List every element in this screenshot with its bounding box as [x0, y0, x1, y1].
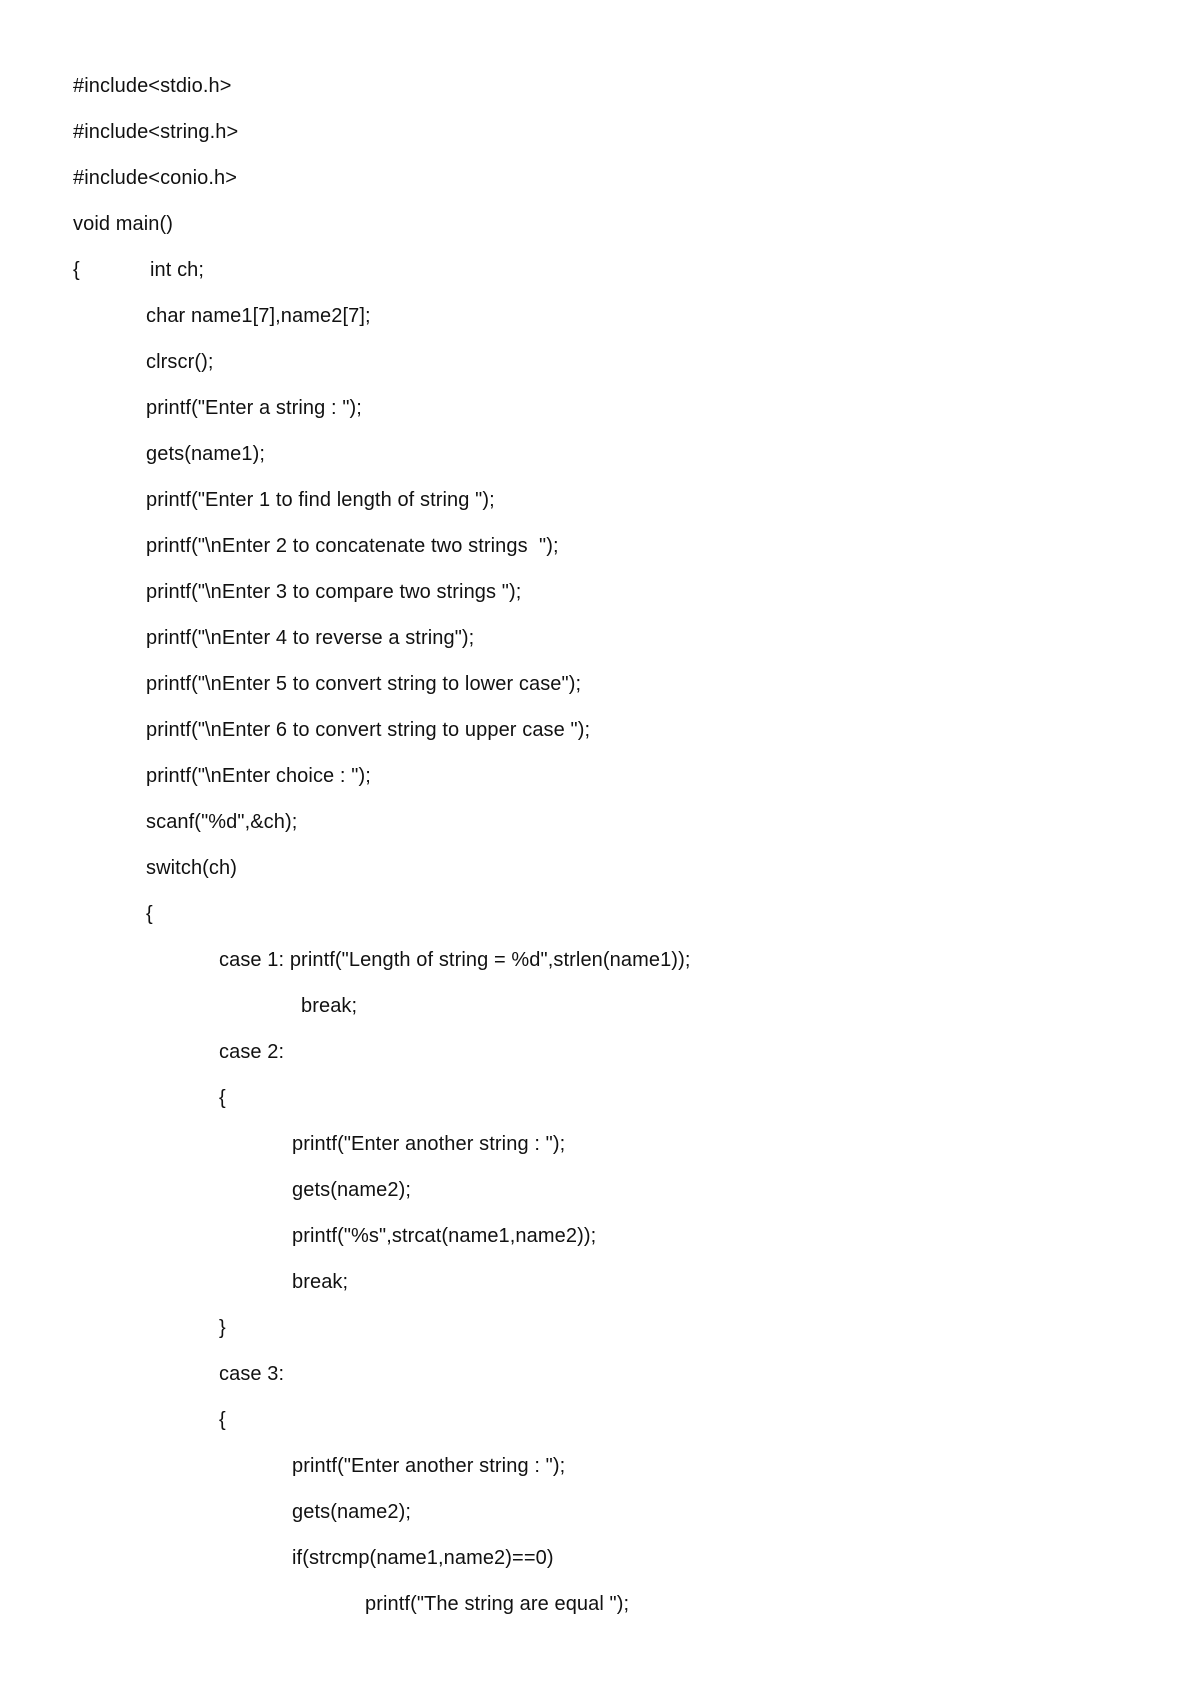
code-line: gets(name2);: [292, 1179, 412, 1201]
code-line: char name1[7],name2[7];: [146, 305, 371, 327]
code-line: break;: [292, 1271, 349, 1293]
code-line: printf("\nEnter 4 to reverse a string");: [146, 627, 475, 649]
code-line: case 3:: [219, 1363, 285, 1385]
code-line: printf("Enter a string : ");: [146, 397, 362, 419]
code-line: case 2:: [219, 1041, 285, 1063]
code-line: {: [146, 903, 153, 925]
code-line: int ch;: [150, 259, 205, 281]
code-line: clrscr();: [146, 351, 214, 373]
code-line: printf("\nEnter 6 to convert string to upper case ");: [146, 719, 591, 741]
code-line: void main(): [73, 213, 174, 235]
code-line: {: [219, 1087, 226, 1109]
code-line: printf("\nEnter choice : ");: [146, 765, 371, 787]
code-line: switch(ch): [146, 857, 238, 879]
code-line: case 1: printf("Length of string = %d",strlen(name1));: [219, 949, 691, 971]
code-line: gets(name1);: [146, 443, 266, 465]
code-line: #include<stdio.h>: [73, 75, 232, 97]
open-brace: {: [73, 259, 80, 281]
code-line: printf("Enter 1 to find length of string ");: [146, 489, 495, 511]
code-line: printf("\nEnter 3 to compare two strings ");: [146, 581, 522, 603]
code-line: printf("\nEnter 5 to convert string to lower case");: [146, 673, 582, 695]
code-line: }: [219, 1317, 226, 1339]
code-line: printf("Enter another string : ");: [292, 1455, 566, 1477]
code-line: printf("\nEnter 2 to concatenate two strings ");: [146, 535, 559, 557]
code-line: break;: [301, 995, 358, 1017]
code-line: {: [219, 1409, 226, 1431]
code-line: gets(name2);: [292, 1501, 412, 1523]
code-line: printf("The string are equal ");: [365, 1593, 630, 1615]
code-line: printf("Enter another string : ");: [292, 1133, 566, 1155]
code-line: if(strcmp(name1,name2)==0): [292, 1547, 554, 1569]
code-line: #include<string.h>: [73, 121, 239, 143]
code-line: #include<conio.h>: [73, 167, 238, 189]
code-line: printf("%s",strcat(name1,name2));: [292, 1225, 597, 1247]
code-line: scanf("%d",&ch);: [146, 811, 298, 833]
